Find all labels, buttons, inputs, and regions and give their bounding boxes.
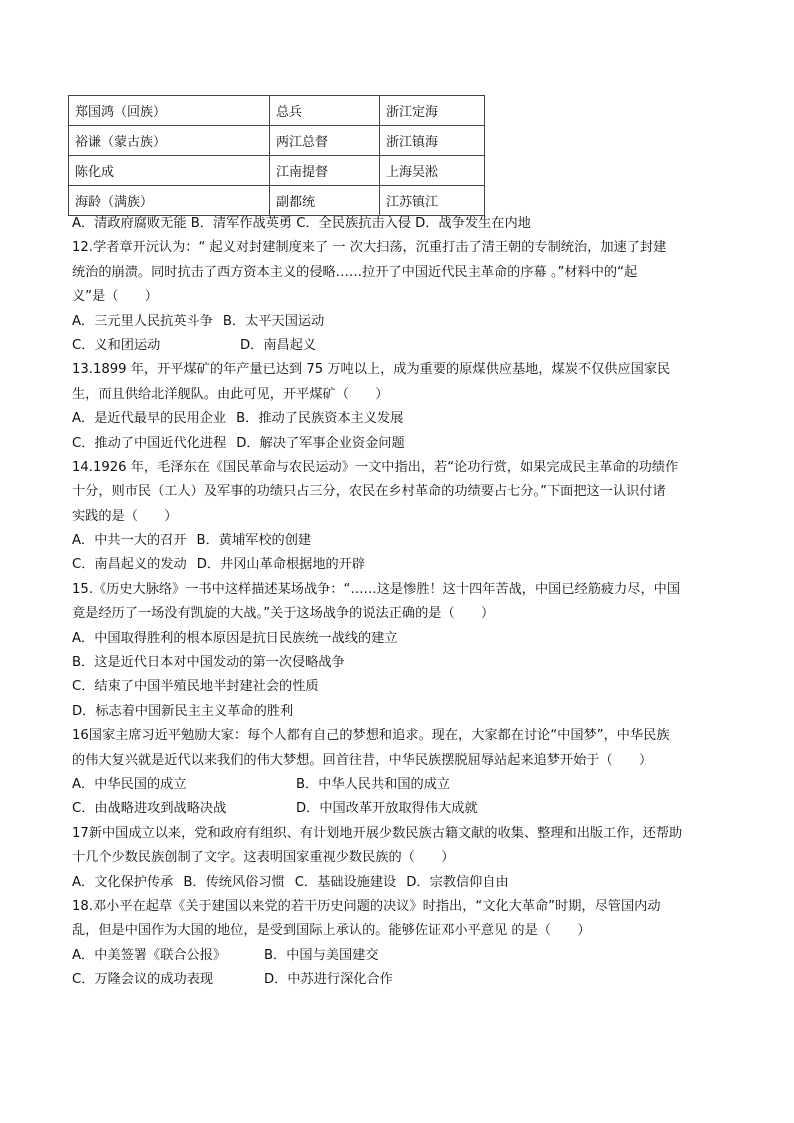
q13-stem: 生，而且供给北洋舰队。由此可见，开平煤矿（ ） bbox=[72, 386, 389, 402]
q13-option-a[interactable]: A．是近代最早的民用企业 bbox=[72, 411, 227, 427]
q16-stem: 16国家主席习近平勉励大家：每个人都有自己的梦想和追求。现在，大家都在讨论“中国梦”，中华民族 bbox=[72, 728, 670, 744]
q15-stem: 15.《历史大脉络》一书中这样描述某场战争：“……这是惨胜！这十四年苦战，中国已经筋疲力尽，中国 bbox=[72, 581, 681, 597]
q16-option-a[interactable]: A．中华民国的成立 bbox=[72, 776, 187, 792]
q14-option-a[interactable]: A．中共一大的召开 bbox=[72, 533, 187, 549]
table-cell: 总兵 bbox=[270, 96, 380, 126]
q17-stem: 17新中国成立以来，党和政府有组织、有计划地开展少数民族古籍文献的收集、整理和出版工作，还帮助 bbox=[72, 825, 683, 841]
question-18 bbox=[72, 895, 732, 993]
q13-option-c[interactable]: C．推动了中国近代化进程 bbox=[72, 435, 227, 451]
q18-option-b[interactable]: B．中国与美国建交 bbox=[264, 947, 379, 963]
table-cell: 裕谦（蒙古族） bbox=[69, 126, 270, 156]
q12-stem: 义”是（ ） bbox=[72, 289, 158, 305]
table-cell: 江苏镇江 bbox=[380, 186, 485, 216]
table-row bbox=[69, 186, 485, 216]
q13-option-b[interactable]: B．推动了民族资本主义发展 bbox=[236, 411, 404, 427]
q12-option-a[interactable]: A．三元里人民抗英斗争 bbox=[72, 313, 213, 329]
table-cell: 郑国鸿（回族） bbox=[69, 96, 270, 126]
q14-option-b[interactable]: B．黄埔军校的创建 bbox=[196, 533, 312, 549]
q16-option-d[interactable]: D．中国改革开放取得伟大成就 bbox=[296, 801, 478, 817]
q13-stem: 13.1899 年，开平煤矿的年产量已达到 75 万吨以上，成为重要的原煤供应基地，煤炭不仅供应国家民 bbox=[72, 362, 671, 378]
q17-option-b[interactable]: B．传统风俗习惯 bbox=[183, 874, 285, 890]
q16-option-c[interactable]: C．由战略进攻到战略决战 bbox=[72, 801, 227, 817]
table-row bbox=[69, 96, 485, 126]
q15-option-d[interactable]: D．标志着中国新民主主义革命的胜利 bbox=[72, 703, 294, 719]
question-15 bbox=[72, 578, 732, 724]
q12-option-b[interactable]: B．太平天国运动 bbox=[222, 313, 325, 329]
question-list bbox=[72, 212, 732, 993]
q14-option-c[interactable]: C．南昌起义的发动 bbox=[72, 557, 187, 573]
table-row bbox=[69, 126, 485, 156]
q15-option-c[interactable]: C．结束了中国半殖民地半封建社会的性质 bbox=[72, 679, 319, 695]
question-14 bbox=[72, 456, 732, 578]
q18-option-a[interactable]: A．中美签署《联合公报》 bbox=[72, 947, 227, 963]
q12-option-c[interactable]: C．义和团运动 bbox=[72, 337, 161, 353]
q14-stem: 14.1926 年，毛泽东在《国民革命与农民运动》一文中指出，若“论功行赏，如果完成民主革命的功绩作 bbox=[72, 459, 679, 475]
table-cell: 陈化成 bbox=[69, 156, 270, 186]
q15-option-a[interactable]: A．中国取得胜利的根本原因是抗日民族统一战线的建立 bbox=[72, 630, 398, 646]
q13-option-d[interactable]: D．解决了军事企业资金问题 bbox=[236, 435, 405, 451]
question-13 bbox=[72, 358, 732, 456]
table-cell: 副都统 bbox=[270, 186, 380, 216]
commander-table bbox=[68, 95, 485, 216]
q14-option-d[interactable]: D．井冈山革命根据地的开辟 bbox=[196, 557, 366, 573]
question-17 bbox=[72, 822, 732, 895]
q18-option-c[interactable]: C．万隆会议的成功表现 bbox=[72, 972, 214, 988]
q16-option-b[interactable]: B．中华人民共和国的成立 bbox=[296, 776, 451, 792]
table-cell: 江南提督 bbox=[270, 156, 380, 186]
q12-stem: 12.学者章开沅认为：“ 起义对封建制度来了 一 次大扫荡，沉重打击了清王朝的专制统治，加速了封建 bbox=[72, 240, 667, 256]
q17-option-c[interactable]: C．基础设施建设 bbox=[294, 874, 397, 890]
question-12 bbox=[72, 236, 732, 358]
q18-stem: 乱，但是中国作为大国的地位，是受到国际上承认的。能够佐证邓小平意见 的是（ ） bbox=[72, 923, 591, 939]
table-row bbox=[69, 156, 485, 186]
table-cell: 两江总督 bbox=[270, 126, 380, 156]
q18-option-d[interactable]: D．中苏进行深化合作 bbox=[264, 972, 393, 988]
q12-stem: 统治的崩溃。同时抗击了西方资本主义的侵略……拉开了中国近代民主革命的序幕 。”材料中的“起 bbox=[72, 264, 638, 280]
q17-option-d[interactable]: D．宗教信仰自由 bbox=[406, 874, 509, 890]
table-cell: 浙江镇海 bbox=[380, 126, 485, 156]
q15-stem: 竟是经历了一场没有凯旋的大战。”关于这场战争的说法正确的是（ ） bbox=[72, 606, 495, 622]
table-cell: 上海吴淞 bbox=[380, 156, 485, 186]
q15-option-b[interactable]: B．这是近代日本对中国发动的第一次侵略战争 bbox=[72, 655, 345, 671]
q18-stem: 18.邓小平在起草《关于建国以来党的若干历史问题的决议》时指出，“文化大革命”时期，尽管国内动 bbox=[72, 898, 661, 914]
q17-stem: 十几个少数民族创制了文字。这表明国家重视少数民族的（ ） bbox=[72, 850, 455, 866]
q17-option-a[interactable]: A．文化保护传承 bbox=[72, 874, 174, 890]
table-cell: 浙江定海 bbox=[380, 96, 485, 126]
q12-option-d[interactable]: D．南昌起义 bbox=[240, 337, 317, 353]
q16-stem: 的伟大复兴就是近代以来我们的伟大梦想。回首往昔，中华民族摆脱屈辱站起来追梦开始于（ ） bbox=[72, 752, 653, 768]
q14-stem: 十分，则市民（工人）及军事的功绩只占三分，农民在乡村革命的功绩要占七分。”下面把这一认识付诸 bbox=[72, 484, 666, 500]
q11-options: A．清政府腐败无能 B．清军作战英勇 C．全民族抗击入侵 D．战争发生在内地 bbox=[72, 216, 531, 231]
question-16 bbox=[72, 724, 732, 822]
q14-stem: 实践的是（ ） bbox=[72, 508, 178, 524]
table-cell: 海龄（满族） bbox=[69, 186, 270, 216]
